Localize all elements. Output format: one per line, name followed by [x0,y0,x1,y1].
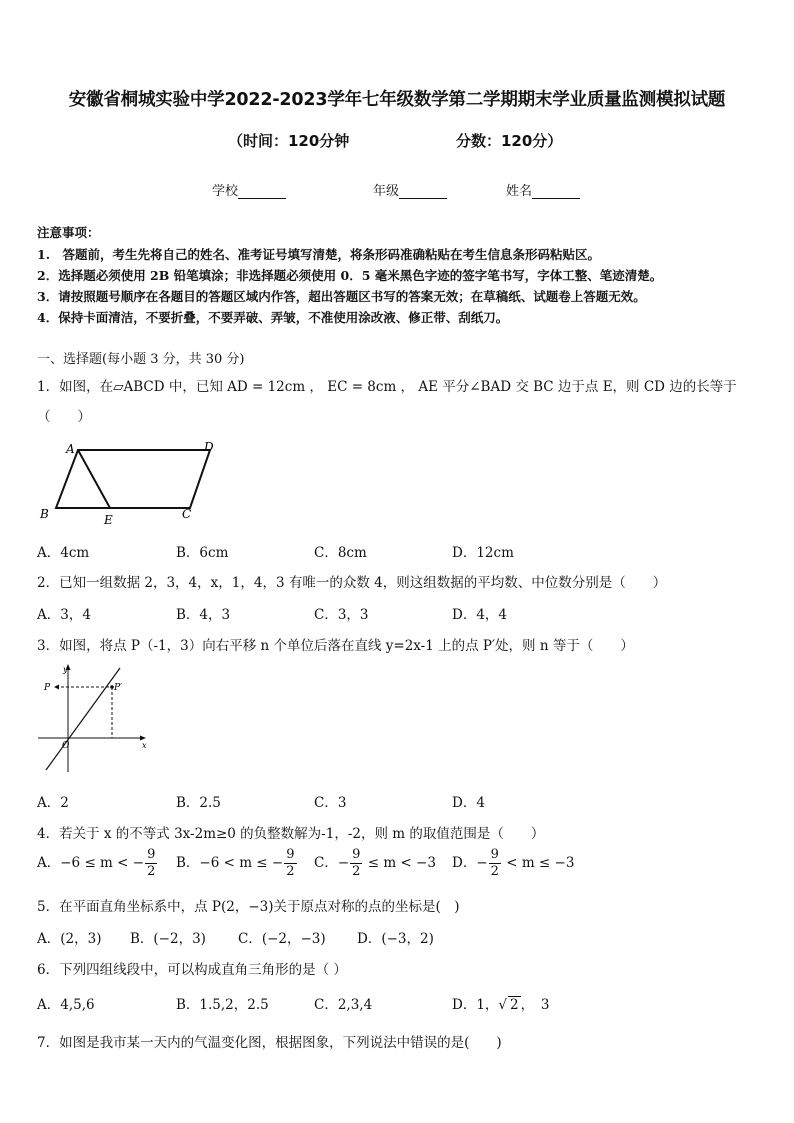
question-5-text: 5．在平面直角坐标系中，点 P(2，−3)关于原点对称的点的坐标是( ) [37,899,460,915]
option-d-post: ， 3 [520,997,550,1013]
grade-blank[interactable] [399,186,447,199]
option-d-pre: D．1， [452,997,499,1013]
option-expr-pre: − [476,855,488,871]
option-expr-post: < m ≤ −3 [501,855,575,871]
q3-option-b[interactable]: B．2.5 [176,795,221,811]
line-y-2x-1 [46,668,123,770]
fraction-den: 2 [147,864,156,879]
q6-option-c[interactable]: C．2,3,4 [314,997,373,1013]
q5-option-c[interactable]: C．(−2，−3) [238,931,326,947]
label-c: C [182,507,192,521]
radical: 2 [510,997,519,1013]
exam-title: 安徽省桐城实验中学2022-2023学年七年级数学第二学期期末学业质量监测模拟试题 [68,90,726,110]
q3-option-a[interactable]: A．2 [37,795,69,811]
q4-option-a[interactable] [37,847,158,880]
q2-option-d[interactable]: D．4，4 [452,607,508,623]
q3-option-d[interactable]: D．4 [452,795,485,811]
section-heading: 一、选择题(每小题 3 分，共 30 分) [37,352,245,367]
exam-score: 分数：120分） [456,132,563,150]
fraction-num: 9 [490,847,499,862]
option-letter: C． [314,855,338,871]
option-letter: A． [37,855,61,871]
name-label: 姓名 [506,184,533,199]
q2-option-a[interactable]: A．3，4 [37,607,91,623]
note-item: 2．选择题必须使用 2B 铅笔填涂；非选择题必须使用 0．5 毫米黑色字迹的签字笔书写，字体工整、笔迹清楚。 [37,268,663,283]
grade-label: 年级 [373,184,400,199]
label-p: P [44,683,51,693]
q1-option-a[interactable]: A．4cm [37,545,90,561]
q6-option-d[interactable]: D．1，√ 2 ， 3 [452,997,550,1013]
school-blank[interactable] [238,186,286,199]
q5-option-d[interactable]: D．(−3，2) [357,931,434,947]
option-letter: B． [176,855,200,871]
label-d: D [204,440,214,454]
segment-ae [78,450,110,508]
label-o: O [62,741,70,751]
fraction [145,847,157,880]
q4-option-b[interactable] [176,847,298,880]
question-7-text: 7．如图是我市某一天内的气温变化图，根据图象，下列说法中错误的是( ) [37,1035,502,1051]
q1-option-b[interactable]: B．6cm [176,545,229,561]
name-blank[interactable] [532,186,580,199]
q2-option-b[interactable]: B．4，3 [176,607,231,623]
label-p-prime: P′ [114,683,123,693]
option-expr-pre: −6 ≤ m < − [60,855,145,871]
question-1-paren: （ ） [37,409,91,425]
label-e: E [104,513,113,527]
fraction [489,847,501,880]
q5-option-a[interactable]: A．(2，3) [37,931,102,947]
fraction-num: 9 [352,847,361,862]
notes-heading: 注意事项： [37,225,100,240]
label-y: y [63,665,68,674]
label-x: x [142,741,147,750]
q6-option-a[interactable]: A．4,5,6 [37,997,95,1013]
parallelogram-abcd [56,450,210,508]
translation-arrow [54,685,59,690]
coordinate-figure [36,662,154,778]
note-item: 1. 答题前，考生先将自己的姓名、准考证号填写清楚，将条形码准确粘贴在考生信息条形码粘贴区。 [37,247,601,262]
name-field[interactable] [506,180,580,199]
q4-option-d[interactable] [452,847,574,880]
label-a: A [66,442,75,456]
label-b: B [40,507,49,521]
note-item: 3．请按照题号顺序在各题目的答题区域内作答，超出答题区书写的答案无效；在草稿纸、试题卷上答题无效。 [37,289,646,304]
x-axis-arrow [140,736,146,741]
q1-option-d[interactable]: D．12cm [452,545,514,561]
fraction-den: 2 [352,864,361,879]
question-3-text: 3．如图，将点 P（-1，3）向右平移 n 个单位后落在直线 y=2x-1 上的点 P′处，则 n 等于（ ） [37,638,634,654]
q6-option-b[interactable]: B．1.5,2，2.5 [176,997,269,1013]
option-expr-post: ≤ m < −3 [363,855,436,871]
exam-time: （时间：120分钟 [228,132,350,150]
question-6-text: 6．下列四组线段中，可以构成直角三角形的是（ ） [37,962,347,978]
q5-option-b[interactable]: B．(−2，3) [130,931,206,947]
fraction-num: 9 [147,847,156,862]
question-1-text: 1．如图，在▱ABCD 中，已知 AD = 12cm ， EC = 8cm ， AE 平分∠BAD 交 BC 边于点 E，则 CD 边的长等于 [37,379,737,395]
parallelogram-figure [38,438,228,530]
option-expr-pre: − [337,855,350,871]
school-field[interactable] [212,180,286,199]
question-4-text: 4．若关于 x 的不等式 3x-2m≥0 的负整数解为-1，-2，则 m 的取值范围是（ ） [37,826,545,842]
fraction [284,847,296,880]
fraction-num: 9 [286,847,295,862]
option-expr-pre: −6 < m ≤ − [199,855,284,871]
q2-option-c[interactable]: C．3，3 [314,607,369,623]
grade-field[interactable] [373,180,447,199]
q4-option-c[interactable] [314,847,436,880]
option-letter: D． [452,855,477,871]
question-2-text: 2．已知一组数据 2，3，4，x，1，4，3 有唯一的众数 4，则这组数据的平均数、中位数分别是（ ） [37,575,667,591]
school-label: 学校 [212,184,239,199]
note-item: 4．保持卡面清洁，不要折叠，不要弄破、弄皱，不准使用涂改液、修正带、刮纸刀。 [37,310,509,325]
fraction-den: 2 [490,864,499,879]
fraction-den: 2 [286,864,295,879]
q1-option-c[interactable]: C．8cm [314,545,367,561]
q3-option-c[interactable]: C．3 [314,795,347,811]
fraction [350,847,362,880]
